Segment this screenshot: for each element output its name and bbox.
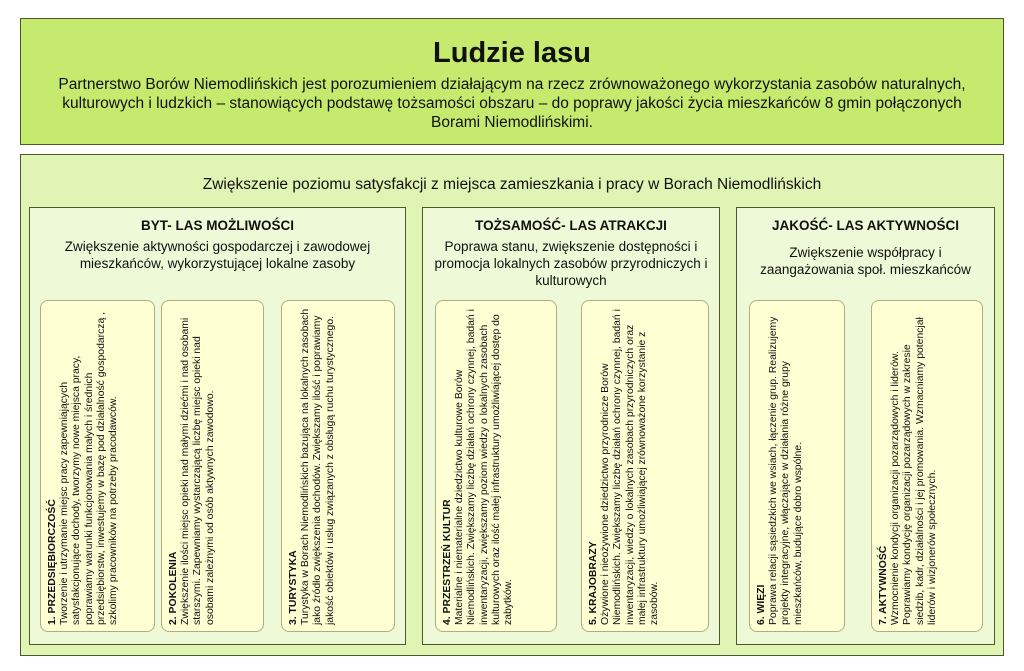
card-number: 6. WIĘZI [756,584,767,625]
section-tozsamosc [422,207,720,645]
section-title: TOŻSAMOŚĆ- LAS ATRAKCJI [475,218,667,233]
section-description: Poprawa stanu, zwiększenie dostępności i promocja lokalnych zasobów przyrodniczych i kulturowych [434,239,708,288]
card-number: 4. PRZESTRZEŃ KULTUR [442,499,453,625]
section-title: JAKOŚĆ- LAS AKTYWNOŚCI [771,218,959,233]
main-goal-title: Zwiększenie poziomu satysfakcji z miejsca zamieszkania i pracy w Borach Niemodlińskich [202,176,822,193]
card-text: Tworzenie i utrzymanie miejsc pracy zapewniających satysfakcjonujące dochody, tworzymy nowe miejsca pracy, poprawiamy warunki funkcjonowania małych i średnich przedsiębiorstw, inwestujemy w bazę pod działalność gospodarczą , szkolimy pracowników na potrzeby pracodawców. [59,311,120,625]
card-pokolenia [161,300,264,632]
card-text: Materialne i niematerialne dziedzictwo kulturowe Borów Niemodlińskich. Zwiększamy liczbę działań ochrony czynnej, badań i inwentaryzacji, zwiększamy poziom wiedzy o lokalnych zasobach kulturowych oraz ilość małej infrastruktury umożliwiającej dostęp do zabytków. [454,309,515,625]
card-krajobrazy [581,300,709,632]
page-title: Ludzie lasu [433,37,591,69]
card-number: 5. KRAJOBRAZY [588,541,599,625]
card-przedsiebiorczosc [40,300,155,632]
main-goal-box [20,154,1004,656]
card-text: Poprawa relacji sąsiedzkich we wsiach, łączenie grup. Realizujemy projekty integracyjne, włączające w działania różne grupy mieszkańców, budujące dobro wspólne. [768,316,804,625]
card-text: Ożywione i nieożywione dziedzictwo przyrodnicze Borów Niemodlińskich. Zwiększamy liczbę działań ochrony czynnej, badań i inwentaryzacji, wiedzy o lokalnych zasobach przyrodniczych oraz małej infrastruktury umożliwiającej zrównoważone korzystanie z zasobów. [600,309,661,625]
card-content [288,307,390,625]
section-jakosc [736,207,995,645]
card-content [47,307,150,625]
card-przestrzen-kultur [435,300,557,632]
section-description: Zwiększenie współpracy i zaangażowania społ. mieszkańców [760,245,971,277]
section-title: BYT- LAS MOŻLIWOŚCI [141,218,294,233]
card-number: 7. AKTYWNOŚĆ [878,545,889,625]
section-byt [29,207,406,645]
card-content [878,307,978,625]
card-text: Wzmocnienie kondycji organizacji pozarządowych i liderów. Poprawiamy kondycję organizacji pozarządowych w zakresie siedzib, kadr, działalności i jej promowania. Wzmacniamy potencjał liderów i wizjonerów społecznych. [890,317,938,625]
card-content [756,307,840,625]
partnership-description: Partnerstwo Borów Niemodlińskich jest porozumieniem działającym na rzecz zrównoważonego wykorzystania zasobów naturalnych, kulturowych i ludzkich – stanowiących podstawę tożsamości obszaru – do poprawy jakości życia mieszkańców 8 gmin połączonych Borami Niemodlińskimi. [58,76,966,131]
card-aktywnosc [871,300,983,632]
card-number: 2. POKOLENIA [168,551,179,625]
card-content [442,307,552,625]
card-wiezi [749,300,845,632]
card-turystyka [281,300,395,632]
section-description: Zwiększenie aktywności gospodarczej i zawodowej mieszkańców, wykorzystującej lokalne zasoby [64,239,371,271]
card-content [588,307,704,625]
card-text: Zwiększenie ilości miejsc opieki nad małymi dziećmi i nad osobami starszymi. Zapewniamy wystarczającą liczbę miejsc opieki nad osobami zależnymi od osób aktywnych zawodowo. [180,317,216,625]
header-box [20,18,1004,145]
card-number: 3. TURYSTYKA [288,550,299,625]
card-number: 1. PRZEDSIĘBIORCZOŚĆ [47,499,58,625]
card-content [168,307,259,625]
card-text: Turystyka w Borach Niemodlińskich bazująca na lokalnych zasobach jako źródło zwiększenia dochodów. Zwiększamy ilość i poprawiamy jakość obiektów i usług związanych z obsługą ruchu turystycznego. [300,308,336,625]
